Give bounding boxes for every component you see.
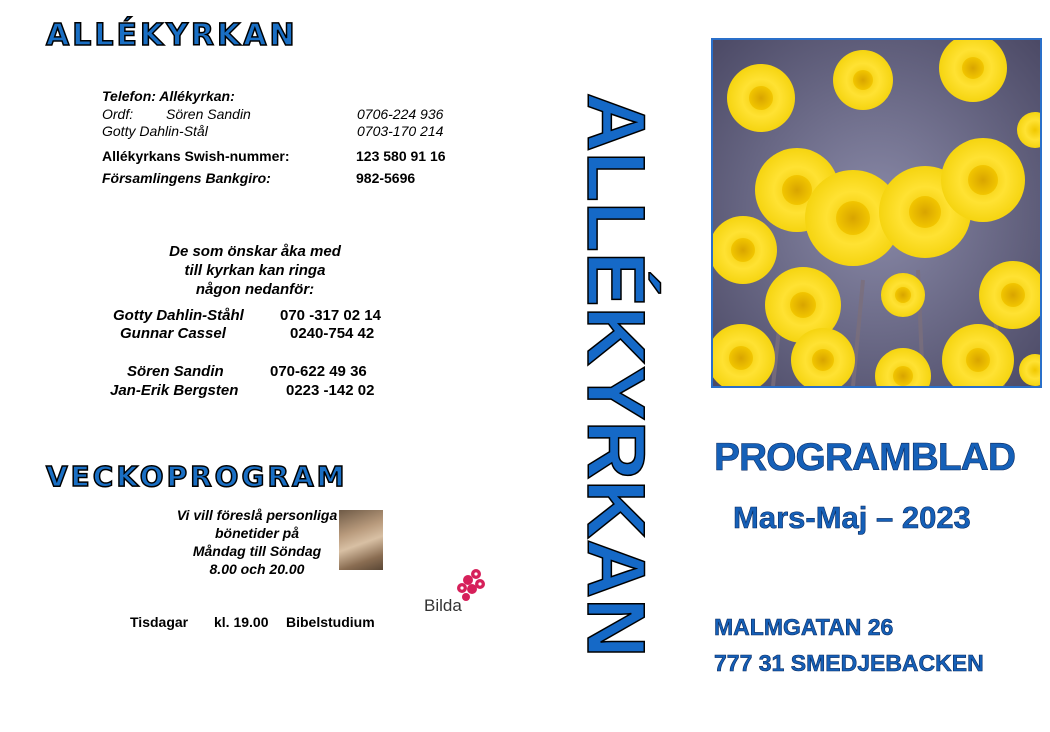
address-line-2: 777 31 SMEDJEBACKEN [714, 650, 984, 676]
period-text: Mars-Maj – 2023 [733, 500, 971, 535]
prayer-line-1: bönetider på [214, 525, 299, 541]
prayer-line-0: Vi vill föreslå personliga [176, 507, 338, 523]
spine [560, 35, 670, 715]
prayer-line-2: Måndag till Söndag [192, 543, 322, 559]
week-program-title: VECKOPROGRAM [46, 460, 348, 493]
driver-phone-1: 0240-754 42 [290, 325, 375, 342]
driver-phone-0: 070 -317 02 14 [280, 307, 381, 324]
ride-line-0: De som önskar åka med [169, 243, 341, 260]
church-title: ALLÉKYRKAN [46, 18, 298, 53]
flower-photo [711, 38, 1042, 388]
address-line-1: MALMGATAN 26 [714, 614, 894, 640]
prayer-text [150, 506, 364, 578]
ride-text [140, 242, 370, 299]
swish-number: 123 580 91 16 [356, 148, 446, 164]
contact-role-0: Ordf: [102, 106, 134, 122]
praying-hands-image [339, 510, 383, 570]
contact-phone-1: 0703-170 214 [357, 123, 444, 139]
prayer-line-3: 8.00 och 20.00 [209, 561, 305, 577]
ride-line-2: någon nedanför: [195, 281, 315, 298]
spine-title: ALLÉKYRKAN [570, 92, 661, 658]
tuesday-activity: Bibelstudium [286, 614, 375, 630]
bankgiro-label: Församlingens Bankgiro: [102, 170, 271, 186]
programblad-heading: PROGRAMBLAD [714, 436, 1015, 479]
contact-name-1: Gotty Dahlin-Stål [102, 123, 208, 139]
contact-name-0: Sören Sandin [166, 106, 251, 122]
driver-phone-2: 070-622 49 36 [270, 363, 367, 380]
phone-heading: Telefon: Allékyrkan: [102, 88, 235, 104]
bilda-text: Bilda [424, 596, 462, 615]
bankgiro-number: 982-5696 [356, 170, 416, 186]
driver-name-0: Gotty Dahlin-Ståhl [113, 307, 244, 324]
tuesday-time: kl. 19.00 [214, 614, 269, 630]
swish-label: Allékyrkans Swish-nummer: [102, 148, 290, 164]
driver-name-2: Sören Sandin [127, 363, 224, 380]
ride-line-1: till kyrkan kan ringa [184, 262, 326, 279]
driver-name-1: Gunnar Cassel [120, 325, 226, 342]
contact-phone-0: 0706-224 936 [357, 106, 444, 122]
bilda-logo [422, 566, 492, 618]
flower-image [713, 40, 1040, 386]
driver-name-3: Jan-Erik Bergsten [110, 382, 239, 399]
driver-phone-3: 0223 -142 02 [286, 382, 375, 399]
tuesday-day: Tisdagar [130, 614, 189, 630]
